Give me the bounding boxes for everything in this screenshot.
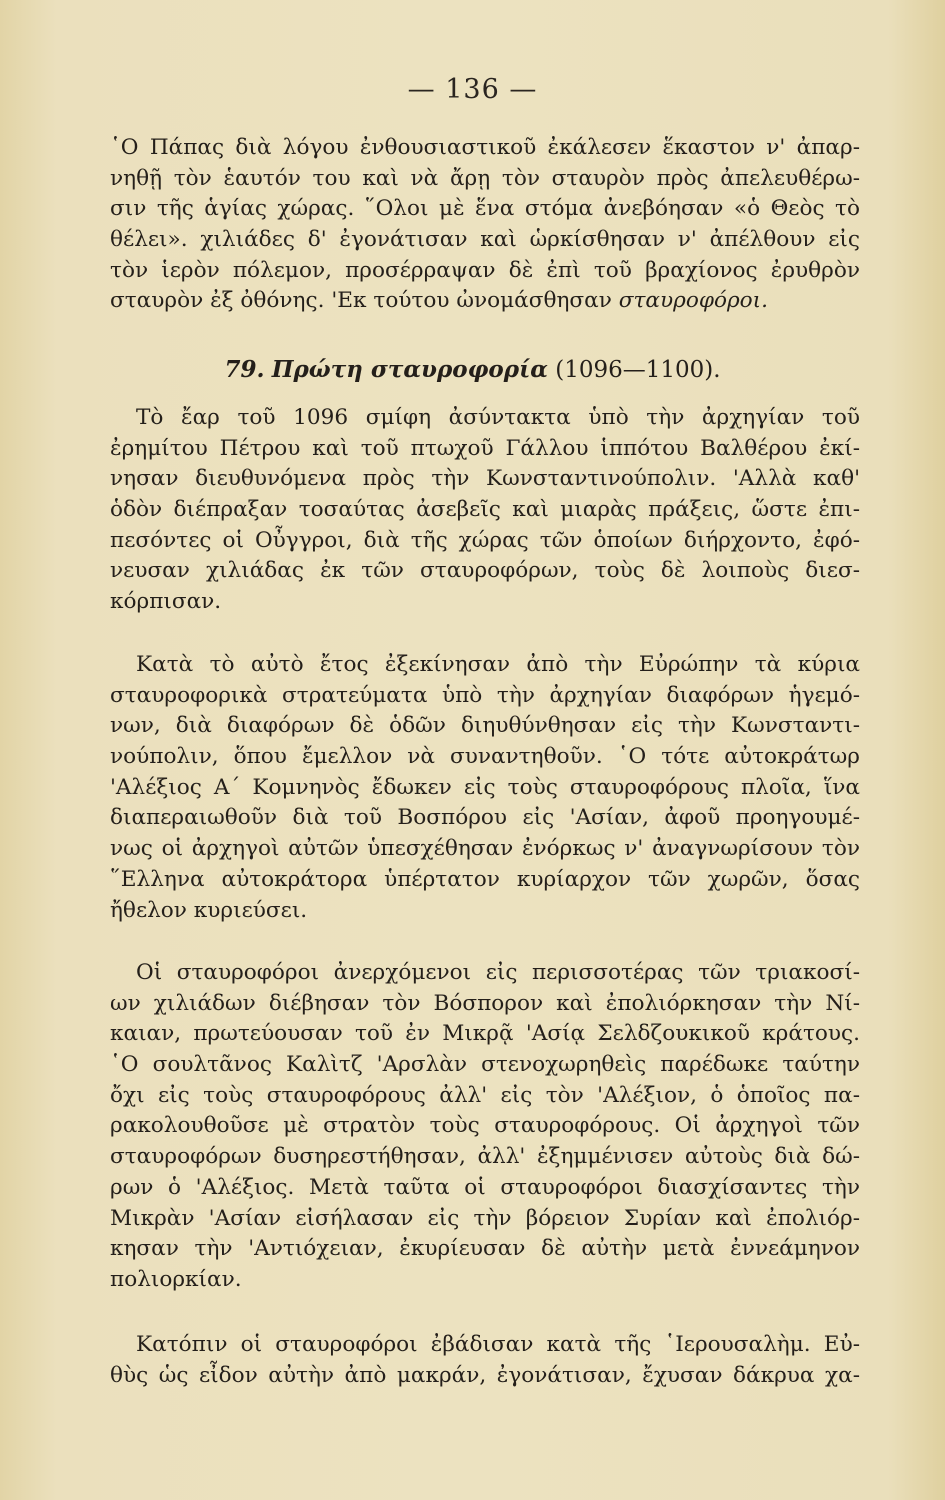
text-line: ὁδὸν διέπραξαν τοσαύτας ἀσεβεῖς καὶ μιαρὰς πράξεις, ὥστε ἐπι- xyxy=(110,497,860,523)
paragraph-4 xyxy=(110,958,860,1296)
text-line: ων χιλιάδων διέβησαν τὸν Βόσπορον καὶ ἐπολιόρκησαν τὴν Νί- xyxy=(110,990,860,1016)
text-segment: σταυρὸν ἐξ ὀθόνης. 'Εκ τούτου ὠνομάσθησαν xyxy=(110,288,612,314)
text-line: ἤθελον κυριεύσει. xyxy=(110,897,308,923)
paragraph-1 xyxy=(110,133,860,317)
text-line: ρακολουθοῦσε μὲ στρατὸν τοὺς σταυροφόρους. Οἱ ἀρχηγοὶ τῶν xyxy=(110,1113,860,1139)
section-number: 79. xyxy=(224,356,265,383)
text-line: ρων ὁ 'Αλέξιος. Μετὰ ταῦτα οἱ σταυροφόροι διασχίσαντες τὴν xyxy=(110,1174,860,1200)
section-heading xyxy=(0,356,945,383)
text-line: Κατὰ τὸ αὐτὸ ἔτος ἐξεκίνησαν ἀπὸ τὴν Εὐρώπην τὰ κύρια xyxy=(136,652,860,677)
text-line: Οἱ σταυροφόροι ἀνερχόμενοι εἰς περισσοτέρας τῶν τριακοσί- xyxy=(136,960,860,985)
text-line xyxy=(110,286,860,317)
text-line: ὄχι εἰς τοὺς σταυροφόρους ἀλλ' εἰς τὸν 'Αλέξιον, ὁ ὁποῖος πα- xyxy=(110,1082,860,1108)
text-line: ῾Ο σουλτᾶνος Καλὶτζ 'Αρσλὰν στενοχωρηθεὶς παρέδωκε ταύτην xyxy=(110,1052,860,1078)
text-line: νούπολιν, ὅπου ἔμελλον νὰ συναντηθοῦν. ῾Ο τότε αὐτοκράτωρ xyxy=(110,744,860,770)
paragraph-3 xyxy=(110,650,860,926)
text-line: πολιορκίαν. xyxy=(110,1266,242,1292)
text-line: κόρπισαν. xyxy=(110,589,222,615)
text-line: θέλει». χιλιάδες δ' ἐγονάτισαν καὶ ὡρκίσθησαν ν' ἀπέλθουν εἰς xyxy=(110,227,860,253)
text-line: νων, διὰ διαφόρων δὲ ὁδῶν διηυθύνθησαν εἰς τὴν Κωνσταντι- xyxy=(110,713,860,739)
text-line: ῞Ελληνα αὐτοκράτορα ὑπέρτατον κυρίαρχον τῶν χωρῶν, ὅσας xyxy=(110,866,860,892)
text-line: νησαν διευθυνόμενα πρὸς τὴν Κωνσταντινούπολιν. 'Αλλὰ καθ' xyxy=(110,466,860,492)
text-line: τὸν ἱερὸν πόλεμον, προσέρραψαν δὲ ἐπὶ τοῦ βραχίονος ἐρυθρὸν xyxy=(110,257,860,283)
text-line: σταυροφόρων δυσηρεστήθησαν, ἀλλ' ἐξημμένισεν αὐτοὺς διὰ δώ- xyxy=(110,1144,860,1170)
text-line: θὺς ὡς εἶδον αὐτὴν ἀπὸ μακράν, ἐγονάτισαν, ἔχυσαν δάκρυα χα- xyxy=(110,1362,860,1388)
text-line: Μικρὰν 'Ασίαν εἰσήλασαν εἰς τὴν βόρειον Συρίαν καὶ ἐπολιόρ- xyxy=(110,1205,860,1231)
text-line: Τὸ ἔαρ τοῦ 1096 σμίφη ἀσύντακτα ὑπὸ τὴν ἀρχηγίαν τοῦ xyxy=(136,405,860,430)
text-line: καιαν, πρωτεύουσαν τοῦ ἐν Μικρᾷ 'Ασίᾳ Σελδζουκικοῦ κράτους. xyxy=(110,1021,860,1047)
text-line: διαπεραιωθοῦν διὰ τοῦ Βοσπόρου εἰς 'Ασίαν, ἀφοῦ προηγουμέ- xyxy=(110,805,860,831)
page-number: — 136 — xyxy=(407,74,538,105)
text-line: κησαν τὴν 'Αντιόχειαν, ἐκυρίευσαν δὲ αὐτὴν μετὰ ἐννεάμηνον xyxy=(110,1236,860,1262)
text-line: Κατόπιν οἱ σταυροφόροι ἐβάδισαν κατὰ τῆς ῾Ιερουσαλὴμ. Εὐ- xyxy=(136,1332,860,1357)
paragraph-5 xyxy=(110,1330,860,1391)
text-line: σταυροφορικὰ στρατεύματα ὑπὸ τὴν ἀρχηγίαν διαφόρων ἡγεμό- xyxy=(110,682,860,708)
text-line: σιν τῆς ἁγίας χώρας. ῞Ολοι μὲ ἕνα στόμα ἀνεβόησαν «ὁ Θεὸς τὸ xyxy=(110,196,860,222)
section-dates: (1096—1100). xyxy=(555,357,721,383)
text-line: νηθῇ τὸν ἑαυτόν του καὶ νὰ ἄρῃ τὸν σταυρὸν πρὸς ἀπελευθέρω- xyxy=(110,165,860,191)
italic-term: σταυροφόροι. xyxy=(618,288,768,314)
text-line: νως οἱ ἀρχηγοὶ αὐτῶν ὑπεσχέθησαν ἐνόρκως ν' ἀναγνωρίσουν τὸν xyxy=(110,836,860,862)
text-line: νευσαν χιλιάδας ἐκ τῶν σταυροφόρων, τοὺς δὲ λοιποὺς διεσ- xyxy=(110,558,860,584)
section-title: Πρώτη σταυροφορία xyxy=(271,356,548,383)
text-line: πεσόντες οἱ Οὖγγροι, διὰ τῆς χώρας τῶν ὁποίων διήρχοντο, ἐφό- xyxy=(110,527,860,553)
text-line: ἐρημίτου Πέτρου καὶ τοῦ πτωχοῦ Γάλλου ἱππότου Βαλθέρου ἐκί- xyxy=(110,435,860,461)
paragraph-2 xyxy=(110,403,860,618)
text-line: 'Αλέξιος Α΄ Κομνηνὸς ἔδωκεν εἰς τοὺς σταυροφόρους πλοῖα, ἵνα xyxy=(110,774,860,800)
text-line: ῾Ο Πάπας διὰ λόγου ἐνθουσιαστικοῦ ἐκάλεσεν ἕκαστον ν' ἀπαρ- xyxy=(110,135,860,160)
